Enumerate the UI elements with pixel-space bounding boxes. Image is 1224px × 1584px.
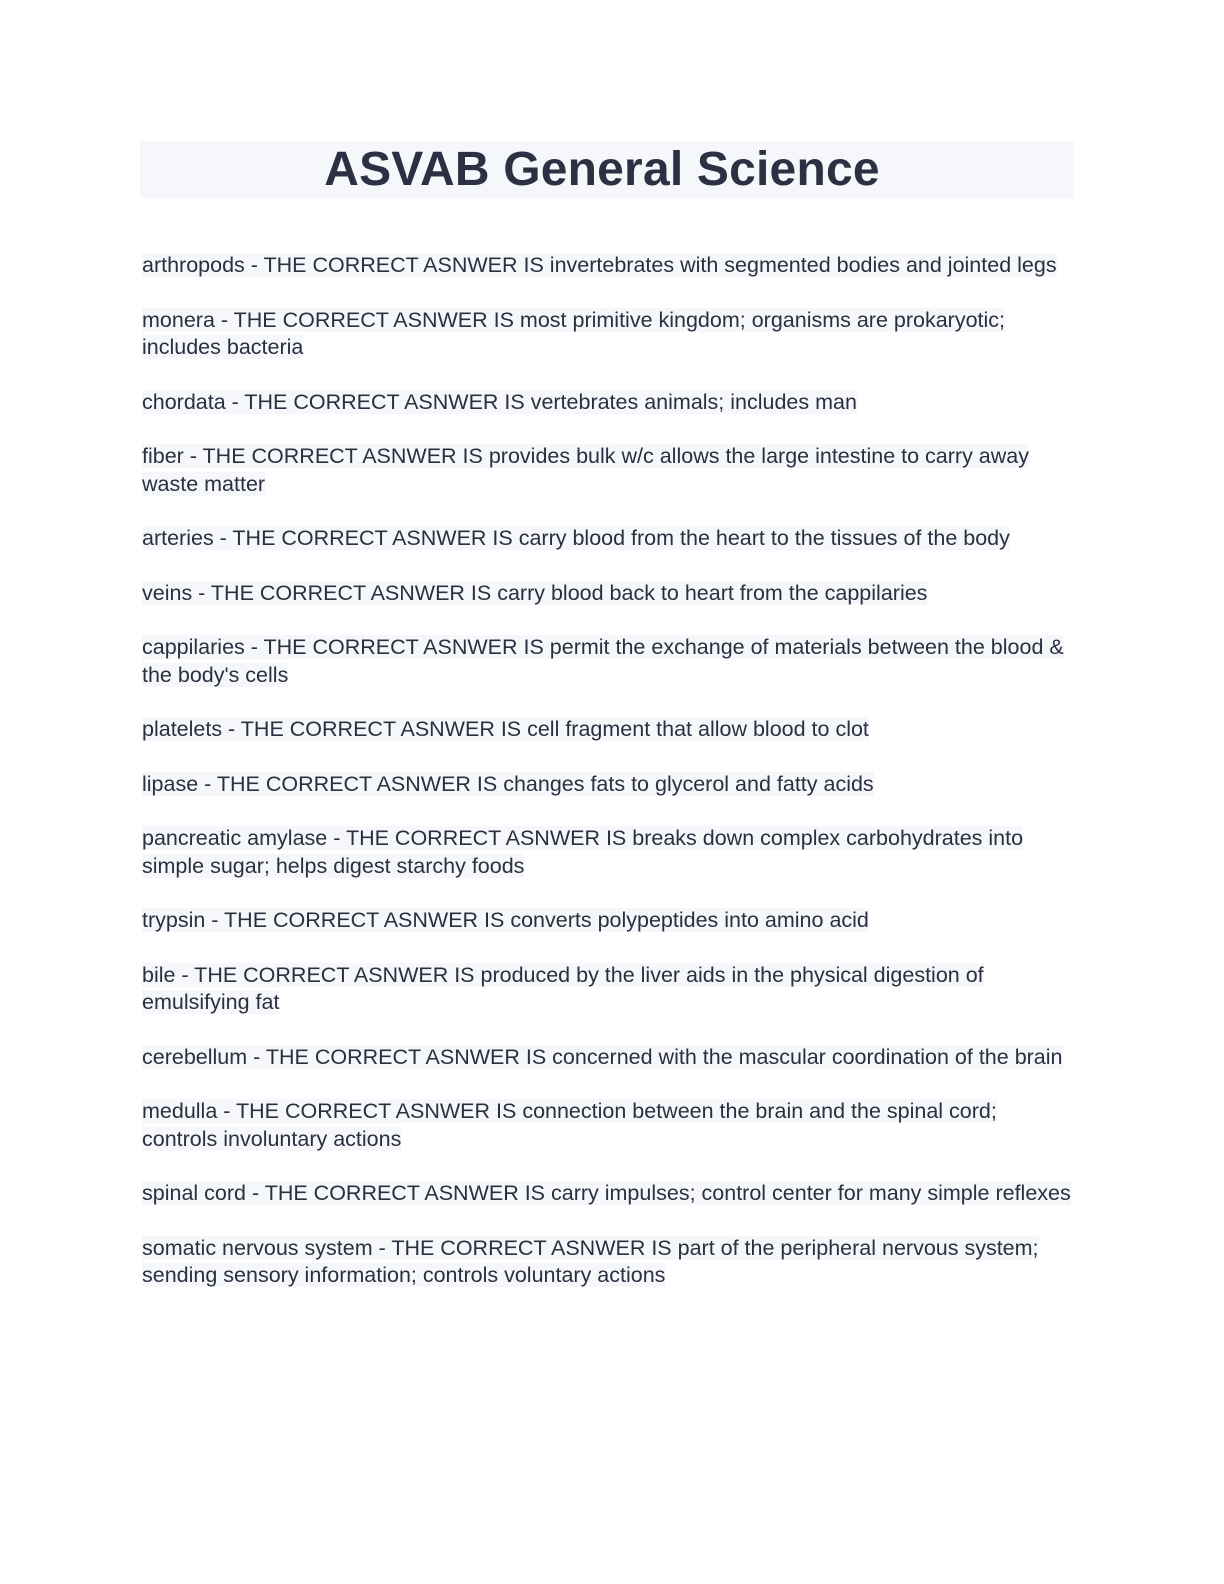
list-item bbox=[142, 1098, 1072, 1153]
list-item bbox=[142, 716, 1072, 744]
entry-text: cappilaries - THE CORRECT ASNWER IS permit the exchange of materials between the blood & the body's cells bbox=[142, 635, 1064, 687]
list-item bbox=[142, 389, 1072, 417]
list-item bbox=[142, 825, 1072, 880]
entry-text: lipase - THE CORRECT ASNWER IS changes fats to glycerol and fatty acids bbox=[142, 771, 874, 796]
list-item bbox=[142, 962, 1072, 1017]
list-item bbox=[142, 1235, 1072, 1290]
entry-text: pancreatic amylase - THE CORRECT ASNWER IS breaks down complex carbohydrates into simple sugar; helps digest starchy foods bbox=[142, 826, 1024, 878]
entry-text: fiber - THE CORRECT ASNWER IS provides bulk w/c allows the large intestine to carry away waste matter bbox=[142, 444, 1029, 496]
entry-text: platelets - THE CORRECT ASNWER IS cell fragment that allow blood to clot bbox=[142, 717, 869, 741]
list-item bbox=[142, 771, 1072, 799]
list-item bbox=[142, 634, 1072, 689]
entry-text: monera - THE CORRECT ASNWER IS most primitive kingdom; organisms are prokaryotic; includes bacteria bbox=[142, 307, 1006, 359]
list-item bbox=[142, 252, 1072, 280]
entry-text: veins - THE CORRECT ASNWER IS carry blood back to heart from the cappilaries bbox=[142, 580, 928, 605]
list-item bbox=[142, 443, 1072, 498]
entry-text: chordata - THE CORRECT ASNWER IS vertebrates animals; includes man bbox=[142, 389, 857, 414]
list-item bbox=[142, 1180, 1072, 1208]
list-item bbox=[142, 907, 1072, 935]
entry-text: arthropods - THE CORRECT ASNWER IS invertebrates with segmented bodies and jointed legs bbox=[142, 253, 1057, 277]
entry-text: medulla - THE CORRECT ASNWER IS connection between the brain and the spinal cord; controls involuntary actions bbox=[142, 1099, 997, 1151]
entry-text: trypsin - THE CORRECT ASNWER IS converts polypeptides into amino acid bbox=[142, 908, 869, 932]
list-item bbox=[142, 580, 1072, 608]
entry-text: spinal cord - THE CORRECT ASNWER IS carry impulses; control center for many simple reflexes bbox=[142, 1181, 1071, 1205]
list-item bbox=[142, 307, 1072, 362]
entry-text: bile - THE CORRECT ASNWER IS produced by the liver aids in the physical digestion of emulsifying fat bbox=[142, 962, 984, 1014]
entry-text: arteries - THE CORRECT ASNWER IS carry blood from the heart to the tissues of the body bbox=[142, 526, 1010, 550]
flashcard-list bbox=[142, 252, 1072, 1317]
title-banner bbox=[140, 141, 1074, 198]
list-item bbox=[142, 525, 1072, 553]
entry-text: cerebellum - THE CORRECT ASNWER IS concerned with the mascular coordination of the brain bbox=[142, 1044, 1063, 1069]
page-title: ASVAB General Science bbox=[324, 142, 880, 196]
list-item bbox=[142, 1044, 1072, 1072]
entry-text: somatic nervous system - THE CORRECT ASNWER IS part of the peripheral nervous system; sending sensory information; controls voluntary actions bbox=[142, 1235, 1039, 1287]
